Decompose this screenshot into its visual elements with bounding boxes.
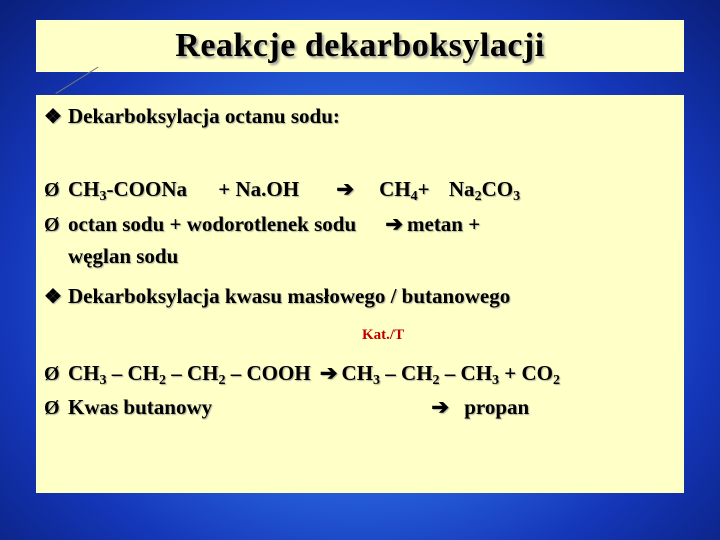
line-equation-2: Ø $CH_3 - CH_2 - CH_2$ – COOH ➔ $CH_3 - CH_2 - CH_3 + CO_2$: [44, 361, 560, 388]
catalyst-label: Kat./T: [362, 327, 405, 343]
line-equation-2-words: Ø Kwas butanowy ➔ propan: [44, 395, 530, 419]
arrow-icon: ➔: [319, 361, 338, 385]
content-box: [36, 95, 684, 493]
diamond-bullet-icon: ❖: [44, 106, 62, 128]
arrow-bullet-icon: Ø: [44, 179, 60, 201]
arrow-bullet-icon: Ø: [44, 363, 60, 385]
slide-title: Reakcje dekarboksylacji: [175, 27, 545, 64]
arrow-icon: ➔: [336, 177, 354, 201]
line-decarboxylation-butyric-acid: ❖ Dekarboksylacja kwasu masłowego / butanowego: [44, 284, 511, 308]
title-box: [36, 20, 684, 72]
arrow-icon: ➔: [385, 212, 403, 236]
line-decarboxylation-sodium-acetate: ❖ Dekarboksylacja octanu sodu:: [44, 104, 340, 128]
line-equation-1: Ø $CH_3$-COONa + Na.OH ➔ $CH_4+ Na_2CO_3$: [44, 177, 521, 204]
diamond-bullet-icon: ❖: [44, 286, 62, 308]
line-equation-1-words: Ø octan sodu + wodorotlenek sodu ➔ metan +: [44, 212, 481, 236]
arrow-bullet-icon: Ø: [44, 214, 60, 236]
arrow-bullet-icon: Ø: [44, 397, 60, 419]
line-equation-1-words-cont: węglan sodu: [68, 244, 179, 268]
arrow-icon: ➔: [431, 395, 449, 419]
